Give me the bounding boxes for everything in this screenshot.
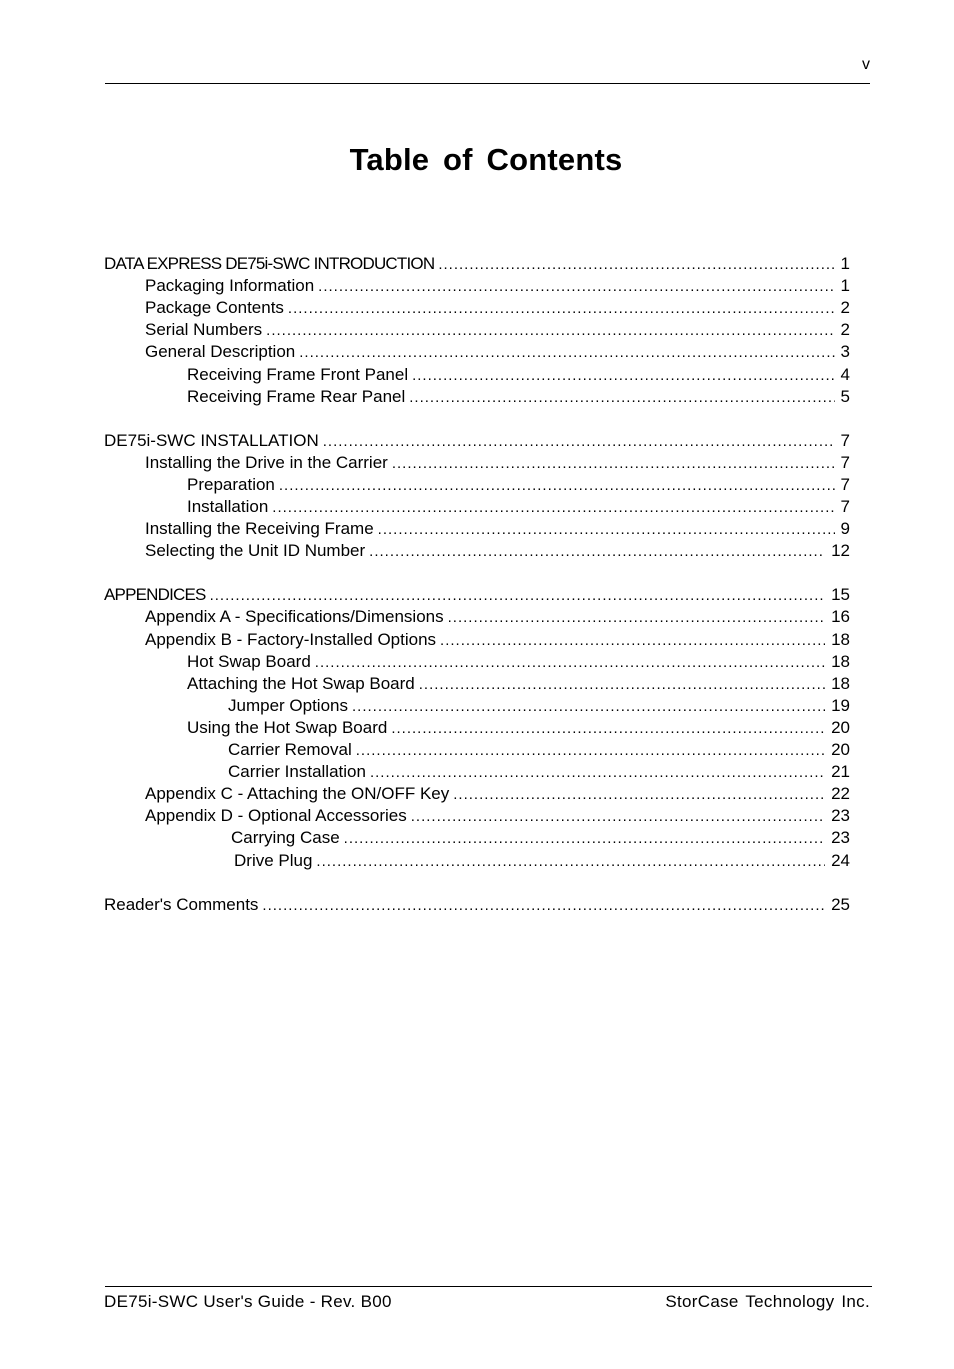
header-rule (105, 83, 870, 84)
toc-entry-label: Package Contents (145, 298, 284, 317)
toc-entry (145, 805, 850, 827)
toc-entry-page: 4 (840, 365, 850, 384)
toc-entry-page: 5 (840, 387, 850, 406)
toc-entry-label: Packaging Information (145, 276, 315, 295)
toc-entry-label: Attaching the Hot Swap Board (187, 674, 415, 693)
toc-entry-label: Jumper Options (228, 696, 348, 715)
toc-entry-label: DE75i-SWC INSTALLATION (104, 431, 319, 450)
toc-entry (145, 629, 850, 651)
toc-entry-label: Receiving Frame Rear Panel (187, 387, 406, 406)
toc-entry-page: 24 (831, 851, 850, 870)
toc-entry-page: 7 (840, 475, 850, 494)
toc-entry (187, 474, 850, 496)
toc-entry (145, 452, 850, 474)
toc-entry-label: Appendix C - Attaching the ON/OFF Key (145, 784, 450, 803)
toc-entry-page: 9 (840, 519, 850, 538)
toc-entry (104, 253, 850, 275)
toc-entry-label: Appendix B - Factory-Installed Options (145, 630, 437, 649)
toc-leader-dots (316, 851, 825, 873)
toc-leader-dots (419, 674, 825, 696)
toc-leader-dots (266, 320, 834, 342)
toc-leader-dots (392, 453, 835, 475)
toc-entry (104, 584, 850, 606)
toc-entry-page: 21 (831, 762, 850, 781)
toc-leader-dots (409, 387, 834, 409)
toc-entry (187, 386, 850, 408)
toc-leader-dots (378, 519, 835, 541)
toc-entry-page: 3 (840, 342, 850, 361)
toc-entry (187, 651, 850, 673)
toc-entry (228, 739, 850, 761)
toc-entry-label: APPENDICES (104, 585, 206, 604)
toc-entry (145, 783, 850, 805)
toc-entry-page: 23 (831, 806, 850, 825)
footer-rule (105, 1286, 872, 1287)
toc-entry-page: 2 (840, 298, 850, 317)
toc-entry (145, 319, 850, 341)
toc-entry-label: Using the Hot Swap Board (187, 718, 388, 737)
toc-leader-dots (356, 740, 825, 762)
toc-entry-page: 18 (831, 630, 850, 649)
toc-entry-page: 20 (831, 740, 850, 759)
toc-entry-page: 22 (831, 784, 850, 803)
toc-entry-page: 1 (840, 254, 850, 273)
toc-entry-label: Serial Numbers (145, 320, 263, 339)
toc-leader-dots (448, 607, 825, 629)
toc-leader-dots (323, 431, 835, 453)
toc-entry (228, 761, 850, 783)
toc-entry (187, 673, 850, 695)
toc-leader-dots (288, 298, 835, 320)
toc-leader-dots (438, 254, 834, 276)
toc-entry-page: 18 (831, 652, 850, 671)
toc-entry-label: Appendix A - Specifications/Dimensions (145, 607, 444, 626)
toc-leader-dots (344, 828, 825, 850)
toc-entry-label: Carrier Installation (228, 762, 366, 781)
toc-leader-dots (391, 718, 825, 740)
toc-entry-label: General Description (145, 342, 296, 361)
toc-entry (234, 850, 850, 872)
toc-leader-dots (272, 497, 834, 519)
toc-entry-page: 23 (831, 828, 850, 847)
toc-leader-dots (318, 276, 834, 298)
toc-entry-page: 7 (840, 453, 850, 472)
toc-entry-page: 19 (831, 696, 850, 715)
toc-entry (145, 606, 850, 628)
toc-entry (145, 275, 850, 297)
toc-entry-page: 16 (831, 607, 850, 626)
toc-entry (145, 518, 850, 540)
toc-entry-label: Appendix D - Optional Accessories (145, 806, 407, 825)
toc-entry-page: 2 (840, 320, 850, 339)
toc-entry (145, 341, 850, 363)
toc-entry-label: Receiving Frame Front Panel (187, 365, 409, 384)
toc-entry-label: Carrier Removal (228, 740, 352, 759)
toc-entry-page: 7 (840, 497, 850, 516)
toc-entry-page: 1 (840, 276, 850, 295)
toc-entry (228, 695, 850, 717)
toc-leader-dots (299, 342, 834, 364)
toc-entry (104, 894, 850, 916)
toc-entry (145, 297, 850, 319)
toc-entry-page: 15 (831, 585, 850, 604)
toc-entry-label: Carrying Case (231, 828, 340, 847)
toc-entry (104, 430, 850, 452)
toc-leader-dots (440, 630, 825, 652)
toc-leader-dots (262, 895, 825, 917)
page-title: Table of Contents (349, 142, 623, 177)
toc-entry-page: 25 (831, 895, 850, 914)
toc-leader-dots (315, 652, 825, 674)
toc-entry (187, 717, 850, 739)
toc-entry-label: Drive Plug (234, 851, 313, 870)
footer-company-name: StorCase Technology Inc. (665, 1292, 870, 1311)
toc-leader-dots (352, 696, 825, 718)
toc-entry-page: 12 (831, 541, 850, 560)
toc-entry-label: Reader's Comments (104, 895, 259, 914)
toc-entry-label: Installation (187, 497, 269, 516)
toc-leader-dots (453, 784, 825, 806)
toc-entry-label: Installing the Drive in the Carrier (145, 453, 388, 472)
toc-entry-page: 18 (831, 674, 850, 693)
toc-entry-label: DATA EXPRESS DE75i-SWC INTRODUCTION (104, 254, 435, 273)
toc-leader-dots (279, 475, 835, 497)
toc-entry-page: 20 (831, 718, 850, 737)
toc-leader-dots (370, 762, 825, 784)
toc-entry (145, 540, 850, 562)
toc-leader-dots (412, 365, 834, 387)
toc-entry-label: Preparation (187, 475, 275, 494)
toc-entry (187, 364, 850, 386)
toc-entry (231, 827, 850, 849)
toc-leader-dots (210, 585, 825, 607)
toc-entry-label: Hot Swap Board (187, 652, 311, 671)
page-number: v (862, 56, 870, 73)
toc-leader-dots (411, 806, 825, 828)
toc-entry-label: Installing the Receiving Frame (145, 519, 374, 538)
toc-entry-label: Selecting the Unit ID Number (145, 541, 366, 560)
footer-document-title: DE75i-SWC User's Guide - Rev. B00 (104, 1292, 392, 1311)
toc-entry (187, 496, 850, 518)
toc-leader-dots (369, 541, 825, 563)
toc-entry-page: 7 (840, 431, 850, 450)
